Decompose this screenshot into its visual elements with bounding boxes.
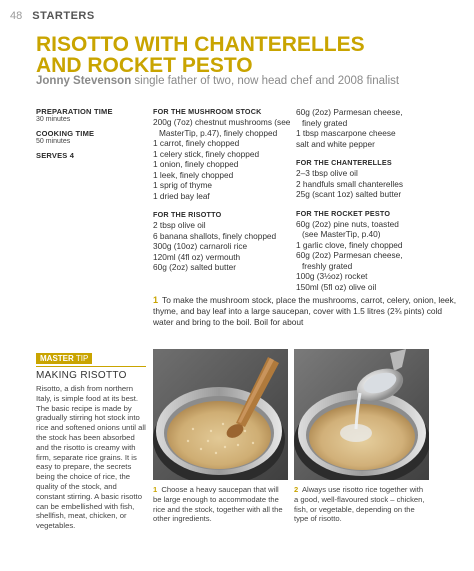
list-item: 6 banana shallots, finely chopped <box>153 230 277 241</box>
recipe-meta <box>36 107 146 160</box>
page-header <box>10 10 95 24</box>
caption-text: Choose a heavy saucepan that will be large enough to accommodate the rice and the stock, together with all the other ingredients. <box>153 485 283 524</box>
list-item: 300g (10oz) carnaroli rice <box>153 241 248 251</box>
step-number: 1 <box>153 295 159 305</box>
list-item: MasterTip, p.47), finely chopped <box>159 127 278 138</box>
recipe-title-line-1: RISOTTO WITH CHANTERELLES <box>36 33 365 56</box>
pan-with-rice-and-ladle-icon <box>294 349 429 480</box>
list-item: 2 tbsp olive oil <box>153 220 206 230</box>
recipe-title <box>36 34 456 76</box>
pesto-ingredients <box>296 219 461 293</box>
list-item: 1 tbsp mascarpone cheese <box>296 128 396 138</box>
list-item: 60g (2oz) Parmesan cheese, <box>296 107 403 117</box>
ingredients-column-1 <box>153 107 293 282</box>
photo-pan-with-spoon <box>153 349 288 480</box>
list-item: 1 carrot, finely chopped <box>153 138 240 148</box>
list-item: 2 handfuls small chanterelles <box>296 178 403 189</box>
cook-time-label: COOKING TIME <box>36 129 95 138</box>
master-tip-label-tip: TIP <box>73 354 89 363</box>
list-item: 150ml (5fl oz) olive oil <box>296 281 377 292</box>
list-item: 1 dried bay leaf <box>153 190 210 201</box>
master-tip-body: Risotto, a dish from northern Italy, is simple food at its best. The basic recipe is made by gradually stirring hot stock into rice and softened onions until all the stock has been absorbed and the risotto is creamy with firm, separate rice grains. It is easy to prepare, the secrets being the choice of rice, the quality of the stock, and constant stirring. A basic risotto can be embellished with fish, shellfish, meat, chicken, or vegetables. <box>36 384 146 531</box>
list-item: salt and white pepper <box>296 138 375 149</box>
list-item: 1 onion, finely chopped <box>153 159 239 169</box>
prep-time-label: PREPARATION TIME <box>36 107 113 116</box>
list-item: 1 celery stick, finely chopped <box>153 148 260 159</box>
author-description: single father of two, now head chef and 2008 finalist <box>131 75 400 87</box>
list-item: 60g (2oz) salted butter <box>153 262 237 272</box>
risotto-heading: FOR THE RISOTTO <box>153 210 222 219</box>
serves-label: SERVES 4 <box>36 151 75 160</box>
list-item: 2–3 tbsp olive oil <box>296 168 358 178</box>
risotto-ingredients <box>153 220 293 273</box>
list-item: freshly grated <box>302 260 353 271</box>
method-step-1 <box>153 295 458 328</box>
photo-pan-with-ladle <box>294 349 429 480</box>
section-title: STARTERS <box>32 10 95 22</box>
recipe-title-line-2: AND ROCKET PESTO <box>36 54 253 77</box>
pan-with-rice-and-wooden-spoon-icon <box>153 349 288 480</box>
chanterelles-heading: FOR THE CHANTERELLES <box>296 158 392 167</box>
byline <box>36 75 399 87</box>
caption-number: 2 <box>294 485 299 494</box>
chanterelles-ingredients <box>296 168 461 200</box>
cook-time-value: 50 minutes <box>36 138 71 145</box>
stock-heading: FOR THE MUSHROOM STOCK <box>153 107 262 116</box>
photo-caption-2 <box>294 485 429 524</box>
list-item: 1 sprig of thyme <box>153 180 213 190</box>
list-item: 100g (3½oz) rocket <box>296 271 368 281</box>
photo-caption-1 <box>153 485 288 524</box>
master-tip-label-master: MASTER <box>40 354 74 363</box>
list-item: 1 garlic clove, finely chopped <box>296 239 403 250</box>
pesto-heading: FOR THE ROCKET PESTO <box>296 208 391 218</box>
page-number: 48 <box>10 10 23 22</box>
risotto-ingredients-continued <box>296 107 461 149</box>
list-item: (see MasterTip, p.40) <box>302 229 381 239</box>
ingredients-column-2 <box>296 107 461 301</box>
list-item: 120ml (4fl oz) vermouth <box>153 251 241 262</box>
author-name: Jonny Stevenson <box>36 75 132 87</box>
stock-ingredients <box>153 117 293 201</box>
list-item: 60g (2oz) Parmesan cheese, <box>296 250 403 260</box>
master-tip-label <box>36 353 92 364</box>
list-item: 1 leek, finely chopped <box>153 169 234 180</box>
master-tip <box>36 348 146 531</box>
caption-number: 1 <box>153 485 158 494</box>
list-item: 200g (7oz) chestnut mushrooms (see <box>153 117 291 127</box>
step-text: To make the mushroom stock, place the mushrooms, carrot, celery, onion, leek, thyme, and bay leaf into a large saucepan, cover with 1.5 litres (2¾ pints) cold water and bring to the boil. Boil for about <box>153 295 457 327</box>
list-item: 25g (scant 1oz) salted butter <box>296 189 402 199</box>
master-tip-heading: MAKING RISOTTO <box>36 370 127 381</box>
divider <box>36 366 146 367</box>
list-item: finely grated <box>302 117 348 128</box>
caption-text: Always use risotto rice together with a good, well-flavoured stock – chicken, fish, or vegetable, depending on the type of risotto. <box>294 485 425 524</box>
prep-time-value: 30 minutes <box>36 116 71 123</box>
list-item: 60g (2oz) pine nuts, toasted <box>296 218 399 229</box>
